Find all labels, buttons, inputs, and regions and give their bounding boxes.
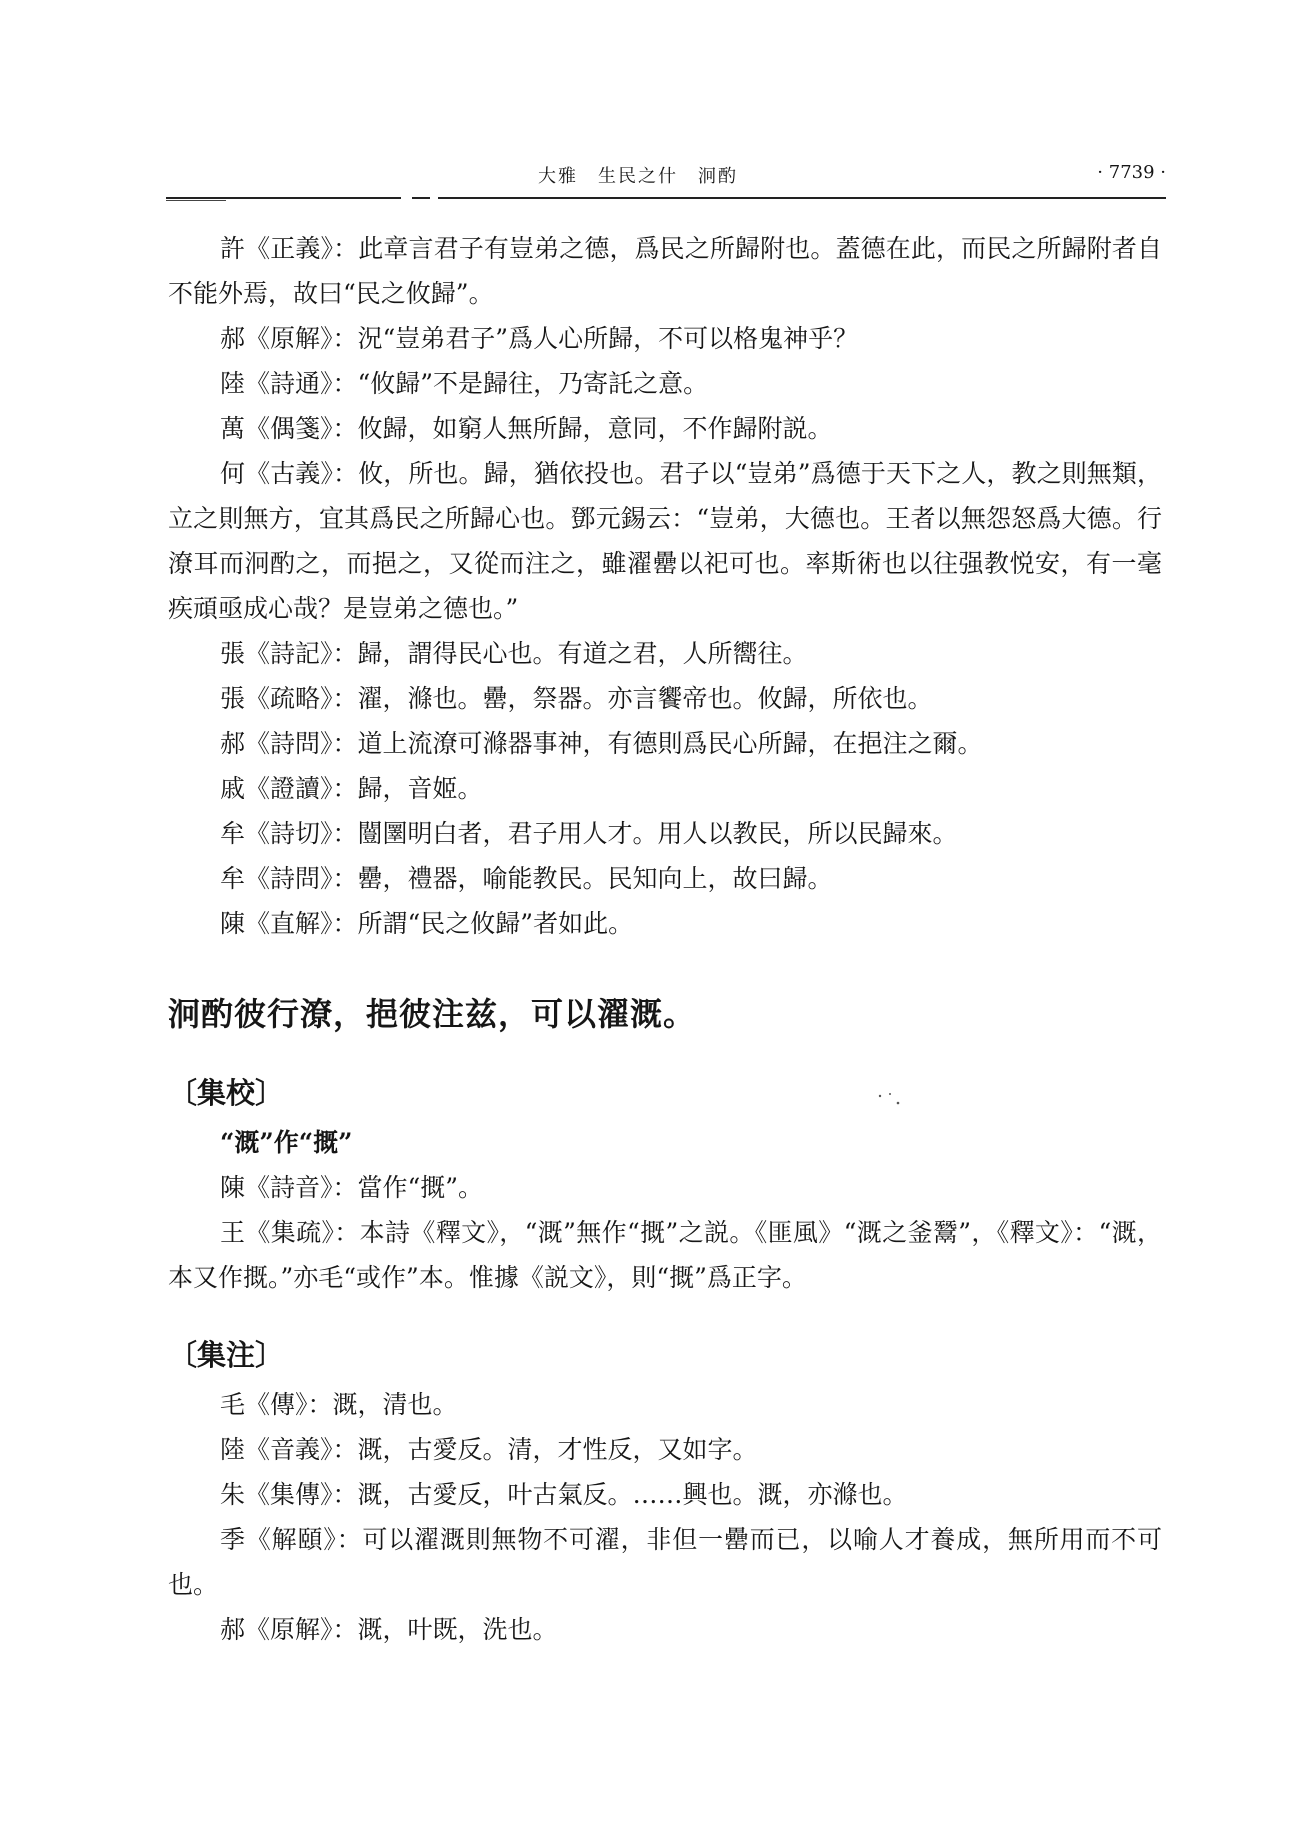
verse-heading: 泂酌彼行潦，挹彼注兹，可以濯溉。 — [168, 995, 697, 1033]
commentary-paragraph: 陳《直解》：所謂“民之攸歸”者如此。 — [220, 909, 634, 938]
header-rule — [438, 197, 1166, 199]
header-rule — [412, 197, 430, 199]
commentary-paragraph: 張《疏略》：濯，滌也。罍，祭器。亦言饗帝也。攸歸，所依也。 — [220, 684, 933, 713]
annotation-paragraph: 毛《傳》：溉，清也。 — [220, 1390, 458, 1419]
annotation-paragraph: 季《解頤》：可以濯溉則無物不可濯，非但一罍而已，以喻人才養成，無所用而不可也。 — [168, 1525, 1162, 1599]
collation-subhead: “溉”作“摡” — [220, 1128, 353, 1157]
running-header — [166, 160, 1166, 190]
commentary-paragraph: 許《正義》：此章言君子有豈弟之德，爲民之所歸附也。蓋德在此，而民之所歸附者自不能外焉，故曰“民之攸歸”。 — [168, 234, 1162, 308]
annotation-paragraph: 朱《集傳》：溉，古愛反，叶古氣反。……興也。溉，亦滌也。 — [220, 1480, 908, 1509]
section-title-jizhu: 〔集注〕 — [168, 1338, 285, 1372]
page-number: · 7739 · — [1097, 162, 1166, 183]
commentary-paragraph: 郝《原解》：況“豈弟君子”爲人心所歸，不可以格鬼神乎？ — [220, 324, 859, 353]
header-rule — [166, 197, 401, 199]
commentary-paragraph: 陸《詩通》：“攸歸”不是歸往，乃寄託之意。 — [220, 369, 709, 398]
scan-specks — [876, 1090, 906, 1110]
running-header-title: 大雅 生民之什 泂酌 — [538, 166, 738, 187]
section-title-jijiao: 〔集校〕 — [168, 1076, 285, 1110]
collation-paragraph: 陳《詩音》：當作“摡”。 — [220, 1173, 484, 1202]
commentary-paragraph: 何《古義》：攸，所也。歸，猶依投也。君子以“豈弟”爲德于天下之人，教之則無類，立之則無方，宜其爲民之所歸心也。鄧元錫云：“豈弟，大德也。王者以無怨怒爲大德。行潦耳而泂酌之，而挹之，又從而注之，雖濯罍以祀可也。率斯術也以往强教悦安，有一毫疾頑亟成心哉？是豈弟之德也。” — [168, 459, 1162, 623]
annotation-paragraph: 郝《原解》：溉，叶既，洗也。 — [220, 1615, 558, 1644]
header-rule — [166, 200, 226, 201]
commentary-paragraph: 張《詩記》：歸，謂得民心也。有道之君，人所嚮往。 — [220, 639, 808, 668]
commentary-paragraph: 戚《證讀》：歸，音姬。 — [220, 774, 483, 803]
commentary-paragraph: 萬《偶箋》：攸歸，如窮人無所歸，意同，不作歸附説。 — [220, 414, 833, 443]
commentary-paragraph: 牟《詩問》：罍，禮器，喻能教民。民知向上，故曰歸。 — [220, 864, 833, 893]
commentary-paragraph: 郝《詩問》：道上流潦可滌器事神，有德則爲民心所歸，在挹注之爾。 — [220, 729, 983, 758]
page-body — [168, 226, 1162, 1652]
commentary-paragraph: 牟《詩切》：闓圛明白者，君子用人才。用人以教民，所以民歸來。 — [220, 819, 958, 848]
annotation-paragraph: 陸《音義》：溉，古愛反。清，才性反，又如字。 — [220, 1435, 758, 1464]
collation-paragraph: 王《集疏》：本詩《釋文》，“溉”無作“摡”之説。《匪風》“溉之釜鬵”，《釋文》：“溉，本又作摡。”亦毛“或作”本。惟據《説文》，則“摡”爲正字。 — [168, 1218, 1162, 1292]
